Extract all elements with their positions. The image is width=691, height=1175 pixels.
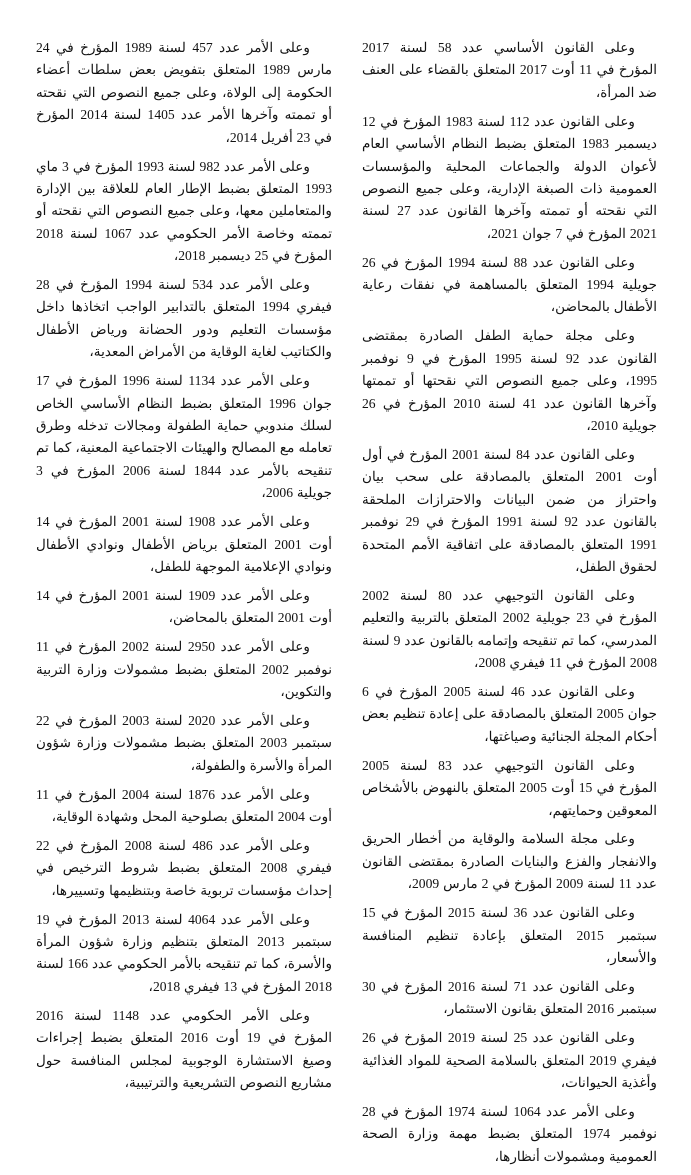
paragraph: وعلى الأمر الحكومي عدد 1148 لسنة 2016 المؤرخ في 19 أوت 2016 المتعلق بضبط إجراءات وصيغ الاستشارة الوجوبية لمجلس المنافسة حول مشاريع النصوص التشريعية والترتيبية، (36, 1007, 333, 1090)
paragraph: وعلى القانون عدد 71 لسنة 2016 المؤرخ في 30 سبتمبر 2016 المتعلق بقانون الاستثمار، (362, 978, 657, 1017)
paragraph: وعلى القانون عدد 25 لسنة 2019 المؤرخ في 26 فيفري 2019 المتعلق بالسلامة الصحية للمواد الغذائية وأغذية الحيوانات، (362, 1030, 657, 1090)
paragraph: وعلى الأمر عدد 1876 لسنة 2004 المؤرخ في 11 أوت 2004 المتعلق بصلوحية المحل وشهادة الوقاية، (36, 786, 332, 824)
paragraph: وعلى القانون الأساسي عدد 58 لسنة 2017 المؤرخ في 11 أوت 2017 المتعلق بالقضاء على العنف ضد المرأة، (362, 40, 658, 100)
paragraph: وعلى الأمر عدد 1134 لسنة 1996 المؤرخ في 17 جوان 1996 المتعلق بضبط النظام الأساسي الخاص لسلك مندوبي حماية الطفولة ومجالات تدخله وطرق تعامله مع المصالح والهيئات الاجتماعية المعنية، كما تم تنقيحه بالأمر عدد 1844 لسنة 2006 المؤرخ في 3 جويلية 2006، (36, 373, 332, 501)
paragraph: وعلى الأمر عدد 982 لسنة 1993 المؤرخ في 3 ماي 1993 المتعلق بضبط الإطار العام للعلاقة بين الإدارة والمتعاملين معها، وعلى جميع النصوص التي نقحته أو تممته وخاصة الأمر الحكومي عدد 1067 لسنة 2018 المؤرخ في 25 ديسمبر 2018، (36, 158, 332, 264)
paragraph: وعلى الأمر عدد 2950 لسنة 2002 المؤرخ في 11 نوفمبر 2002 المتعلق بضبط مشمولات وزارة التربية والتكوين، (36, 639, 332, 699)
paragraph: وعلى الأمر عدد 1909 لسنة 2001 المؤرخ في 14 أوت 2001 المتعلق بالمحاضن، (36, 587, 332, 626)
paragraph: وعلى القانون عدد 36 لسنة 2015 المؤرخ في 15 سبتمبر 2015 المتعلق بإعادة تنظيم المنافسة والأسعار، (362, 905, 657, 965)
paragraph: وعلى الأمر عدد 1908 لسنة 2001 المؤرخ في 14 أوت 2001 المتعلق برياض الأطفال ونوادي الأطفال ونوادي الإعلامية الموجهة للطفل، (36, 514, 332, 574)
paragraph: وعلى مجلة السلامة والوقاية من أخطار الحريق والانفجار والفزع والبنايات الصادرة بمقتضى القانون عدد 11 لسنة 2009 المؤرخ في 2 مارس 2009، (362, 831, 657, 892)
paragraph: وعلى الأمر عدد 534 لسنة 1994 المؤرخ في 28 فيفري 1994 المتعلق بالتدابير الواجب اتخاذها داخل مؤسسات التعليم ودور الحضانة ورياض الأطفال والكتاتيب لغاية الوقاية من الأمراض المعدية، (36, 277, 332, 360)
paragraph: وعلى الأمر عدد 2020 لسنة 2003 المؤرخ في 22 سبتمبر 2003 المتعلق بضبط مشمولات وزارة شؤون المرأة والأسرة والطفولة، (36, 712, 332, 773)
paragraph: وعلى القانون عدد 112 لسنة 1983 المؤرخ في 12 ديسمبر 1983 المتعلق بضبط النظام الأساسي العام لأعوان الدولة والجماعات المحلية والمؤسسات العمومية ذات الصبغة الإدارية، وعلى جميع النصوص التي نقحته أو تممته وآخرها القانون عدد 27 لسنة 2021 المؤرخ في 7 جوان 2021، (362, 113, 658, 241)
paragraph: وعلى القانون التوجيهي عدد 83 لسنة 2005 المؤرخ في 15 أوت 2005 المتعلق بالنهوض بالأشخاص المعوقين وحمايتهم، (362, 757, 657, 818)
paragraph: وعلى القانون عدد 46 لسنة 2005 المؤرخ في 6 جوان 2005 المتعلق بالمصادقة على إعادة تنظيم بعض أحكام المجلة الجنائية وصياغتها، (362, 683, 657, 744)
right-column (362, 37, 657, 1175)
paragraph: وعلى الأمر عدد 1064 لسنة 1974 المؤرخ في 28 نوفمبر 1974 المتعلق بضبط مهمة وزارة الصحة العمومية ومشمولات أنظارها، (362, 1103, 657, 1164)
paragraph: وعلى الأمر عدد 4064 لسنة 2013 المؤرخ في 19 سبتمبر 2013 المتعلق بتنظيم وزارة شؤون المرأة والأسرة، كما تم تنقيحه بالأمر الحكومي عدد 166 لسنة 2018 المؤرخ في 13 فيفري 2018، (36, 911, 333, 994)
paragraph: وعلى القانون التوجيهي عدد 80 لسنة 2002 المؤرخ في 23 جويلية 2002 المتعلق بالتربية والتعليم المدرسي، كما تم تنقيحه وإتمامه بالقانون عدد 9 لسنة 2008 المؤرخ في 11 فيفري 2008، (362, 587, 658, 671)
paragraph: وعلى القانون عدد 84 لسنة 2001 المؤرخ في أول أوت 2001 المتعلق بالمصادقة على سحب بيان واحتراز من ضمن البيانات والاحترازات الملحقة بالقانون عدد 92 لسنة 1991 المؤرخ في 29 نوفمبر 1991 المتعلق بالمصادقة على اتفاقية الأمم المتحدة لحقوق الطفل، (362, 446, 657, 574)
paragraph: وعلى الأمر عدد 486 لسنة 2008 المؤرخ في 22 فيفري 2008 المتعلق بضبط شروط الترخيص في إحداث مؤسسات تربوية خاصة وبتنظيمها وتسييرها، (36, 837, 332, 898)
paragraph: وعلى مجلة حماية الطفل الصادرة بمقتضى القانون عدد 92 لسنة 1995 المؤرخ في 9 نوفمبر 1995، وعلى جميع النصوص التي نقحتها أو تممتها وآخرها القانون عدد 41 لسنة 2010 المؤرخ في 26 جويلية 2010، (362, 328, 657, 433)
paragraph: وعلى الأمر عدد 457 لسنة 1989 المؤرخ في 24 مارس 1989 المتعلق بتفويض بعض سلطات أعضاء الحكومة إلى الولاة، وعلى جميع النصوص التي نقحته أو تممته وآخرها الأمر عدد 1405 لسنة 2014 المؤرخ في 23 أفريل 2014، (36, 40, 332, 145)
left-column (36, 37, 332, 1101)
paragraph: وعلى القانون عدد 88 لسنة 1994 المؤرخ في 26 جويلية 1994 المتعلق بالمساهمة في نفقات رعاية الأطفال بالمحاضن، (362, 254, 657, 315)
